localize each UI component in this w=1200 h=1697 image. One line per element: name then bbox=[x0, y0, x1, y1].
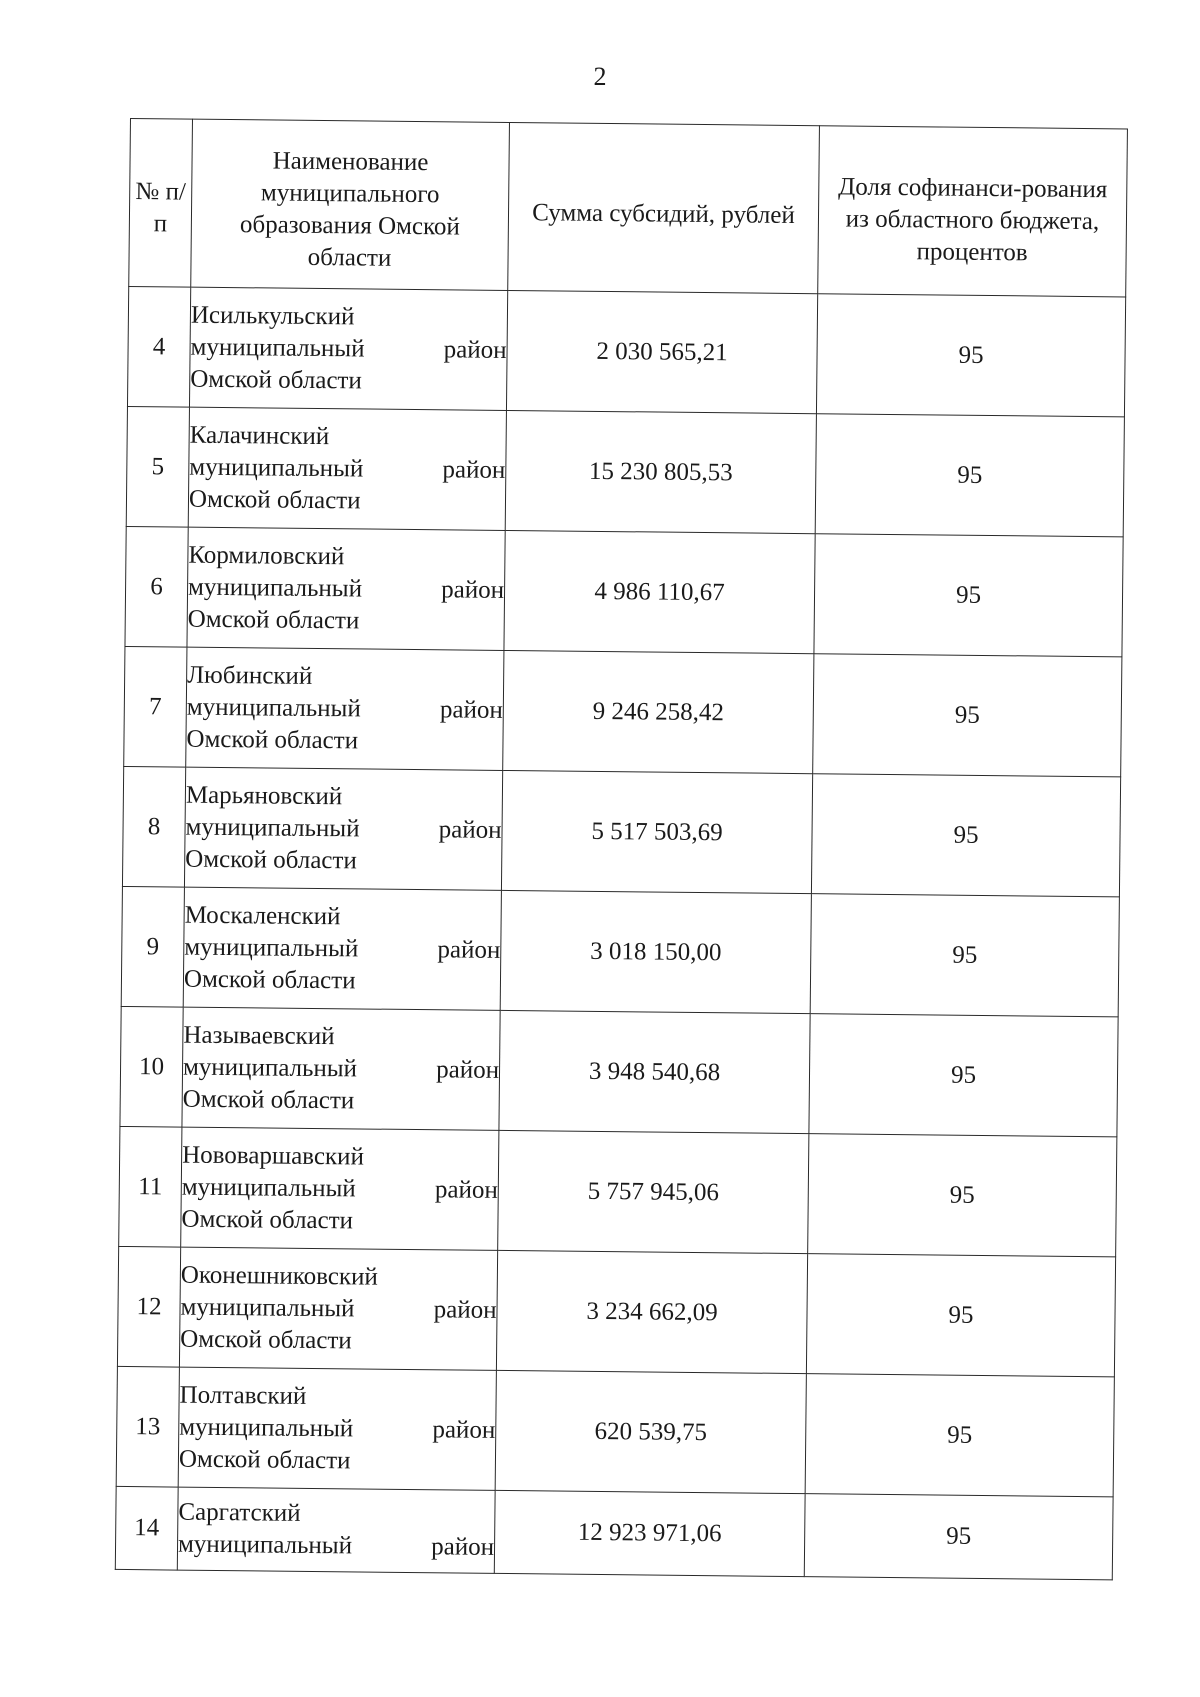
row-sum: 5 757 945,06 bbox=[498, 1130, 809, 1253]
name-word: район bbox=[432, 1415, 496, 1444]
name-word: район bbox=[431, 1533, 495, 1561]
table-row bbox=[124, 646, 1122, 776]
name-word: муниципальный bbox=[181, 1173, 356, 1202]
table-row bbox=[119, 1126, 1117, 1256]
table-row bbox=[127, 286, 1125, 416]
row-share: 95 bbox=[811, 774, 1120, 897]
name-line: Нововаршавский bbox=[182, 1141, 365, 1171]
row-name bbox=[189, 287, 507, 410]
row-share: 95 bbox=[808, 1134, 1117, 1257]
name-word: муниципальный bbox=[177, 1530, 353, 1560]
name-line: Полтавский bbox=[179, 1381, 307, 1410]
name-word: муниципальный bbox=[185, 813, 360, 842]
name-line: Марьяновский bbox=[185, 781, 343, 810]
name-word: муниципальный bbox=[190, 333, 365, 362]
name-word: район bbox=[438, 815, 502, 844]
row-number: 12 bbox=[117, 1246, 180, 1367]
name-line: Омской области bbox=[185, 845, 357, 874]
name-word: район bbox=[439, 695, 503, 724]
row-share: 95 bbox=[813, 654, 1122, 777]
name-word: муниципальный bbox=[189, 453, 364, 482]
name-line bbox=[179, 1411, 495, 1446]
subsidy-table bbox=[115, 118, 1128, 1580]
name-word: район bbox=[443, 335, 507, 364]
row-number: 13 bbox=[116, 1366, 179, 1487]
name-word: муниципальный bbox=[184, 933, 359, 962]
name-word: район bbox=[436, 1055, 500, 1084]
row-share: 95 bbox=[810, 894, 1119, 1017]
name-word: район bbox=[434, 1175, 498, 1204]
name-line: Исилькульский bbox=[190, 301, 355, 330]
name-line bbox=[185, 811, 501, 846]
table-header-row bbox=[129, 119, 1128, 297]
table-row bbox=[121, 886, 1119, 1016]
row-sum: 4 986 110,67 bbox=[504, 530, 815, 653]
name-word: район bbox=[442, 455, 506, 484]
name-line: Омской области bbox=[182, 1085, 355, 1114]
name-line bbox=[187, 691, 503, 726]
row-share: 95 bbox=[816, 294, 1125, 417]
name-line bbox=[178, 1529, 494, 1564]
row-share: 95 bbox=[805, 1374, 1114, 1497]
row-number: 11 bbox=[119, 1126, 182, 1247]
table-row bbox=[115, 1486, 1113, 1579]
table-row bbox=[126, 406, 1124, 536]
row-sum: 3 234 662,09 bbox=[496, 1250, 807, 1373]
name-line: Омской области bbox=[183, 965, 356, 994]
row-name bbox=[188, 407, 506, 530]
row-sum: 5 517 503,69 bbox=[501, 770, 812, 893]
row-name bbox=[181, 1127, 499, 1250]
row-number: 14 bbox=[115, 1486, 178, 1570]
row-number: 4 bbox=[127, 286, 190, 407]
name-word: район bbox=[437, 935, 501, 964]
row-sum: 3 948 540,68 bbox=[499, 1010, 810, 1133]
table-row bbox=[120, 1006, 1118, 1136]
table-row bbox=[122, 766, 1120, 896]
name-line: Омской области bbox=[188, 485, 361, 514]
row-share: 95 bbox=[804, 1494, 1113, 1580]
row-number: 10 bbox=[120, 1006, 183, 1127]
row-sum: 12 923 971,06 bbox=[494, 1490, 805, 1576]
page-number: 2 bbox=[593, 62, 607, 91]
name-line: Омской области bbox=[186, 725, 359, 754]
row-number: 7 bbox=[124, 646, 187, 767]
name-word: муниципальный bbox=[182, 1053, 358, 1082]
name-line: Москаленский bbox=[184, 901, 341, 930]
name-line bbox=[189, 451, 505, 486]
row-number: 6 bbox=[125, 526, 188, 647]
header-sum: Сумма субсидий, рублей bbox=[508, 122, 820, 293]
name-line: Омской области bbox=[180, 1325, 352, 1354]
row-sum: 9 246 258,42 bbox=[503, 650, 814, 773]
name-word: район bbox=[433, 1295, 497, 1324]
row-sum: 2 030 565,21 bbox=[506, 290, 817, 413]
name-line: Омской области bbox=[187, 605, 360, 634]
table-row bbox=[125, 526, 1123, 656]
name-word: муниципальный bbox=[187, 573, 363, 602]
name-line: Кормиловский bbox=[188, 541, 345, 570]
row-number: 9 bbox=[121, 886, 184, 1007]
row-share: 95 bbox=[815, 414, 1124, 537]
header-name: Наименование муниципального образования Омской области bbox=[191, 119, 510, 290]
name-line: Омской области bbox=[181, 1205, 354, 1234]
row-share: 95 bbox=[809, 1014, 1118, 1137]
row-name bbox=[187, 527, 505, 650]
name-line bbox=[180, 1291, 496, 1326]
row-name bbox=[183, 887, 501, 1010]
name-line bbox=[190, 331, 506, 366]
name-line bbox=[184, 931, 500, 966]
row-name bbox=[184, 767, 502, 890]
row-name bbox=[178, 1367, 496, 1490]
name-line: Саргатский bbox=[178, 1498, 301, 1527]
row-sum: 3 018 150,00 bbox=[500, 890, 811, 1013]
row-number: 8 bbox=[122, 766, 185, 887]
name-line bbox=[188, 571, 504, 606]
name-word: район bbox=[441, 575, 505, 604]
name-word: муниципальный bbox=[179, 1413, 354, 1442]
table-row bbox=[116, 1366, 1114, 1496]
row-sum: 15 230 805,53 bbox=[505, 410, 816, 533]
row-name bbox=[179, 1247, 497, 1370]
row-number: 5 bbox=[126, 406, 189, 527]
row-share: 95 bbox=[814, 534, 1123, 657]
name-line bbox=[182, 1171, 498, 1206]
name-line: Оконешниковский bbox=[180, 1261, 378, 1291]
name-line: Любинский bbox=[187, 661, 313, 690]
row-name bbox=[177, 1487, 495, 1573]
row-sum: 620 539,75 bbox=[495, 1370, 806, 1493]
table-row bbox=[117, 1246, 1115, 1376]
name-word: муниципальный bbox=[186, 693, 361, 722]
name-line: Калачинский bbox=[189, 421, 330, 450]
header-share: Доля софинанси-рования из областного бюджета, процентов bbox=[818, 126, 1128, 297]
header-number: № п/п bbox=[129, 119, 193, 288]
name-line: Омской области bbox=[178, 1445, 351, 1474]
name-word: муниципальный bbox=[180, 1293, 355, 1322]
name-line bbox=[183, 1051, 499, 1086]
row-name bbox=[182, 1007, 500, 1130]
row-share: 95 bbox=[806, 1254, 1115, 1377]
row-name bbox=[186, 647, 504, 770]
name-line: Называевский bbox=[183, 1021, 335, 1050]
name-line: Омской области bbox=[190, 365, 362, 394]
